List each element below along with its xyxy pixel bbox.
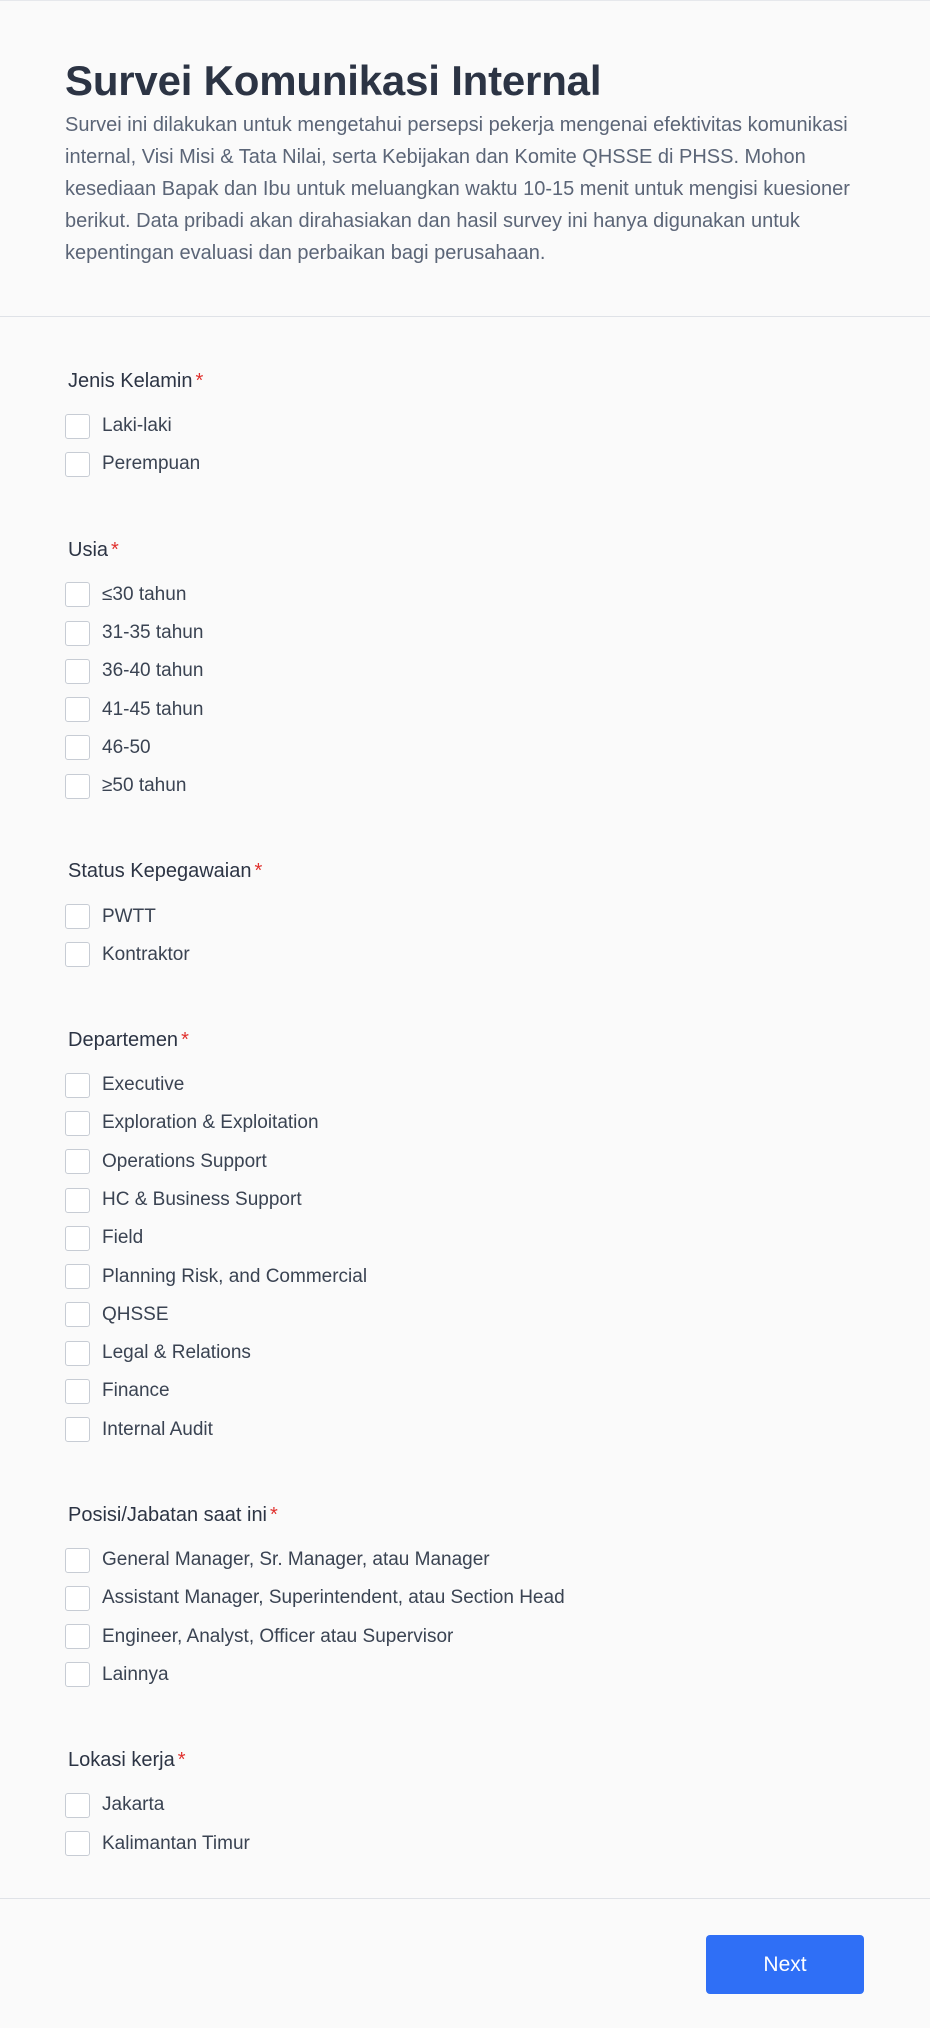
required-marker: * <box>181 1028 189 1051</box>
option-posisi-jabatan[interactable] <box>65 1618 865 1656</box>
option-label: Internal Audit <box>102 1418 213 1440</box>
checkbox[interactable] <box>65 414 90 439</box>
option-label: Engineer, Analyst, Officer atau Supervisor <box>102 1625 454 1647</box>
option-usia[interactable] <box>65 652 865 690</box>
checkbox[interactable] <box>65 1379 90 1404</box>
checkbox[interactable] <box>65 697 90 722</box>
option-label: 41-45 tahun <box>102 698 204 720</box>
option-label: Operations Support <box>102 1150 267 1172</box>
option-departemen[interactable] <box>65 1181 865 1219</box>
checkbox[interactable] <box>65 452 90 477</box>
question-label <box>65 536 865 564</box>
checkbox[interactable] <box>65 1548 90 1573</box>
option-label: ≥50 tahun <box>102 775 187 797</box>
checkbox[interactable] <box>65 1073 90 1098</box>
option-label: HC & Business Support <box>102 1189 302 1210</box>
question-departemen <box>65 1026 865 1449</box>
question-label-text: Status Kepegawaian <box>68 860 252 883</box>
required-marker: * <box>254 860 263 883</box>
option-label: Executive <box>102 1074 185 1096</box>
required-marker: * <box>177 1749 186 1772</box>
option-label: Exploration & Exploitation <box>102 1112 319 1134</box>
option-jenis-kelamin[interactable] <box>65 407 865 445</box>
option-departemen[interactable] <box>65 1372 865 1410</box>
option-usia[interactable] <box>65 729 865 767</box>
checkbox[interactable] <box>65 904 90 929</box>
option-posisi-jabatan[interactable] <box>65 1541 865 1579</box>
checkbox[interactable] <box>65 1831 90 1856</box>
question-label-text: Lokasi kerja <box>68 1749 175 1772</box>
checkbox[interactable] <box>65 1793 90 1818</box>
option-label: Laki-laki <box>102 415 172 437</box>
required-marker: * <box>195 370 204 392</box>
option-label: PWTT <box>102 905 156 927</box>
required-marker: * <box>270 1503 278 1526</box>
option-status-kepegawaian[interactable] <box>65 897 865 935</box>
option-label: General Manager, Sr. Manager, atau Manager <box>102 1549 490 1571</box>
option-departemen[interactable] <box>65 1143 865 1181</box>
required-marker: * <box>111 538 119 561</box>
checkbox[interactable] <box>65 1417 90 1442</box>
question-lokasi-kerja <box>65 1746 865 1863</box>
question-label <box>65 1026 865 1054</box>
option-status-kepegawaian[interactable] <box>65 936 865 974</box>
checkbox[interactable] <box>65 942 90 967</box>
option-departemen[interactable] <box>65 1296 865 1334</box>
form-description: Survei ini dilakukan untuk mengetahui persepsi pekerja mengenai efektivitas komunikasi internal, Visi Misi & Tata Nilai, serta Kebijakan dan Komite QHSSE di PHSS. Mohon kesediaan Bapak dan Ibu untuk meluangkan waktu 10-15 menit untuk mengisi kuesioner berikut. Data pribadi akan dirahasiakan dan hasil survey ini hanya digunakan untuk kepentingan evaluasi dan perbaikan bagi perusahaan. <box>65 114 850 264</box>
checkbox[interactable] <box>65 1662 90 1687</box>
option-usia[interactable] <box>65 576 865 614</box>
checkbox[interactable] <box>65 1624 90 1649</box>
option-label: Lainnya <box>102 1663 169 1685</box>
question-usia <box>65 536 865 806</box>
checkbox[interactable] <box>65 1149 90 1174</box>
option-label: Assistant Manager, Superintendent, atau Section Head <box>102 1587 565 1609</box>
form-footer <box>0 1898 930 2028</box>
question-label <box>65 367 865 395</box>
option-label: ≤30 tahun <box>102 583 187 605</box>
option-label: QHSSE <box>102 1303 169 1325</box>
question-label-text: Jenis Kelamin <box>68 370 193 392</box>
option-lokasi-kerja[interactable] <box>65 1786 865 1824</box>
checkbox[interactable] <box>65 582 90 607</box>
option-label: 36-40 tahun <box>102 660 204 682</box>
checkbox[interactable] <box>65 735 90 760</box>
checkbox[interactable] <box>65 1586 90 1611</box>
option-label: Finance <box>102 1380 170 1402</box>
option-usia[interactable] <box>65 614 865 652</box>
checkbox[interactable] <box>65 1302 90 1327</box>
option-label: 46-50 <box>102 736 151 758</box>
checkbox[interactable] <box>65 1226 90 1251</box>
question-label-text: Usia <box>68 538 109 561</box>
option-posisi-jabatan[interactable] <box>65 1656 865 1694</box>
checkbox[interactable] <box>65 1264 90 1289</box>
form-title: Survei Komunikasi Internal <box>65 57 602 104</box>
question-posisi-jabatan <box>65 1501 865 1694</box>
option-label: Field <box>102 1227 144 1249</box>
option-departemen[interactable] <box>65 1066 865 1104</box>
checkbox[interactable] <box>65 1341 90 1366</box>
option-departemen[interactable] <box>65 1334 865 1372</box>
question-label <box>65 857 865 885</box>
option-label: Kalimantan Timur <box>102 1832 250 1854</box>
option-departemen[interactable] <box>65 1104 865 1142</box>
option-posisi-jabatan[interactable] <box>65 1579 865 1617</box>
question-status-kepegawaian <box>65 857 865 974</box>
option-label: Perempuan <box>102 453 201 475</box>
checkbox[interactable] <box>65 1188 90 1213</box>
checkbox[interactable] <box>65 621 90 646</box>
question-jenis-kelamin <box>65 367 865 484</box>
option-usia[interactable] <box>65 767 865 805</box>
option-label: 31-35 tahun <box>102 622 204 644</box>
questions-section <box>0 317 930 1897</box>
question-label <box>65 1746 865 1774</box>
checkbox[interactable] <box>65 1111 90 1136</box>
question-label-text: Departemen <box>68 1028 179 1051</box>
option-jenis-kelamin[interactable] <box>65 445 865 483</box>
option-usia[interactable] <box>65 690 865 728</box>
question-label <box>65 1501 865 1529</box>
next-button[interactable]: Next <box>706 1935 864 1994</box>
option-label: Legal & Relations <box>102 1342 251 1364</box>
option-label: Kontraktor <box>102 943 190 965</box>
checkbox[interactable] <box>65 659 90 684</box>
option-lokasi-kerja[interactable] <box>65 1824 865 1862</box>
checkbox[interactable] <box>65 774 90 799</box>
question-label-text: Posisi/Jabatan saat ini <box>68 1503 268 1526</box>
option-label: Planning Risk, and Commercial <box>102 1265 368 1287</box>
option-label: Jakarta <box>102 1794 165 1816</box>
option-departemen[interactable] <box>65 1219 865 1257</box>
option-departemen[interactable] <box>65 1411 865 1449</box>
form-header <box>0 1 930 317</box>
option-departemen[interactable] <box>65 1257 865 1295</box>
